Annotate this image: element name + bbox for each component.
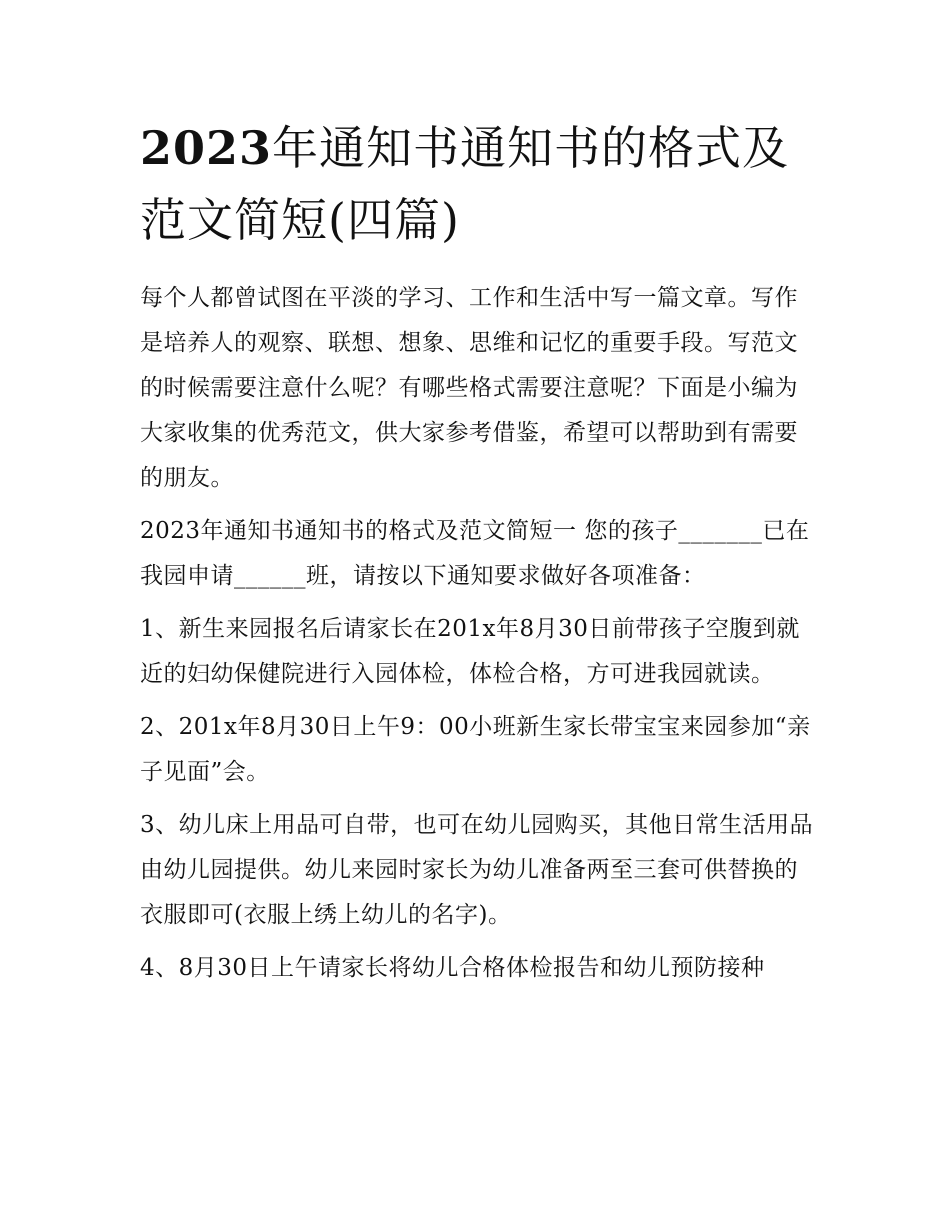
title-block	[140, 112, 820, 256]
list-item-4: 4、8月30日上午请家长将幼儿合格体检报告和幼儿预防接种	[140, 955, 765, 981]
list-item-3: 3、幼儿床上用品可自带，也可在幼儿园购买，其他日常生活用品由幼儿园提供。幼儿来园时家长为幼儿准备两至三套可供替换的衣服即可(衣服上绣上幼儿的名字)。	[140, 812, 814, 928]
document-title	[140, 112, 820, 256]
notice-paragraph: 2023年通知书通知书的格式及范文简短一 您的孩子_______已在我园申请______班，请按以下通知要求做好各项准备：	[140, 518, 810, 589]
intro-paragraph: 每个人都曾试图在平淡的学习、工作和生活中写一篇文章。写作是培养人的观察、联想、想象、思维和记忆的重要手段。写范文的时候需要注意什么呢？有哪些格式需要注意呢？下面是小编为大家收集的优秀范文，供大家参考借鉴，希望可以帮助到有需要的朋友。	[140, 285, 798, 491]
list-item-2: 2、201x年8月30日上午9：00小班新生家长带宝宝来园参加“亲子见面”会。	[140, 714, 811, 785]
title-year: 2023	[140, 121, 273, 175]
document-body	[140, 276, 820, 999]
title-text: 年通知书通知书的格式及范文简短(四篇)	[140, 121, 790, 247]
list-item-1: 1、新生来园报名后请家长在201x年8月30日前带孩子空腹到就近的妇幼保健院进行入园体检，体检合格，方可进我园就读。	[140, 616, 800, 687]
